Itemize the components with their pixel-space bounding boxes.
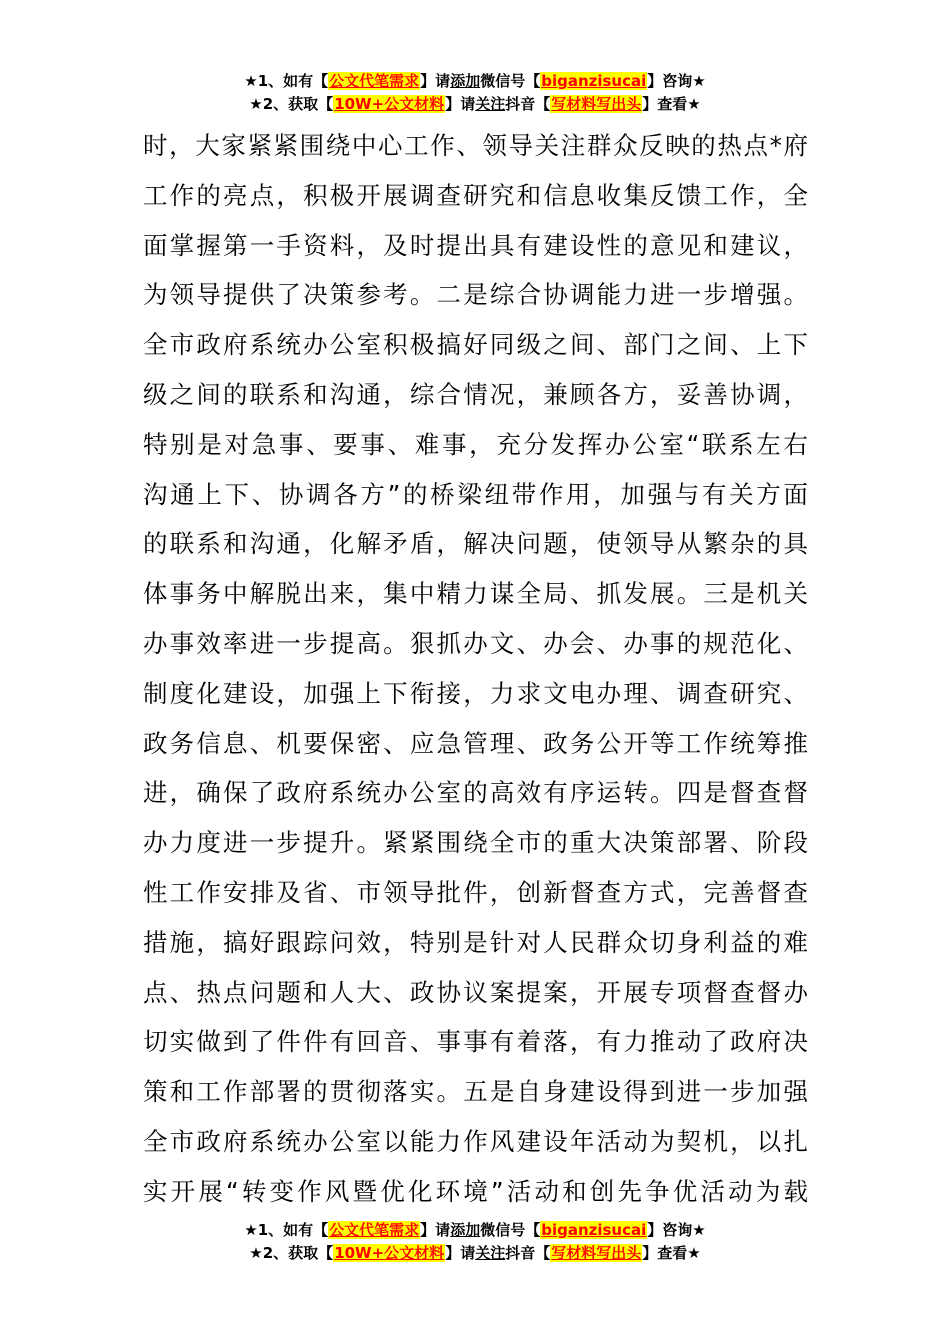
banner-text: 】查看★ xyxy=(642,1244,701,1262)
body-line: 体事务中解脱出来，集中精力谋全局、抓发展。三是机关 xyxy=(143,579,808,609)
highlight-materials: 10W+公文材料 xyxy=(334,1244,445,1262)
highlight-service: 公文代笔需求 xyxy=(329,72,420,90)
banner-text: 】请 xyxy=(445,95,476,113)
highlight-wechat-id: biganzisucai xyxy=(541,1221,647,1239)
body-line: 办力度进一步提升。紧紧围绕全市的重大决策部署、阶段 xyxy=(143,828,808,858)
header-banner xyxy=(0,70,950,116)
highlight-douyin: 写材料写出头 xyxy=(551,1244,642,1262)
banner-underlined-text: 关注 xyxy=(475,1244,506,1262)
banner-underlined-text: 关注 xyxy=(475,95,506,113)
banner-line-2 xyxy=(0,1242,950,1265)
body-line: 特别是对急事、要事、难事，充分发挥办公室“联系左右 xyxy=(143,429,808,459)
banner-line-2 xyxy=(0,93,950,116)
body-line: 面掌握第一手资料，及时提出具有建设性的意见和建议， xyxy=(143,230,808,260)
banner-text: ★1、如有【 xyxy=(244,1221,329,1239)
banner-text: 】请 xyxy=(420,1221,451,1239)
banner-underlined-text: 添加 xyxy=(450,1221,481,1239)
body-line: 切实做到了件件有回音、事事有着落，有力推动了政府决 xyxy=(143,1027,808,1057)
body-line: 实开展“转变作风暨优化环境”活动和创先争优活动为载 xyxy=(143,1176,808,1206)
body-line: 办事效率进一步提高。狠抓办文、办会、办事的规范化、 xyxy=(143,628,808,658)
banner-text: 抖音【 xyxy=(505,1244,551,1262)
banner-line-1 xyxy=(0,1219,950,1242)
body-line: 全市政府系统办公室积极搞好同级之间、部门之间、上下 xyxy=(143,330,808,360)
body-line: 时，大家紧紧围绕中心工作、领导关注群众反映的热点*府 xyxy=(143,131,808,160)
body-line: 全市政府系统办公室以能力作风建设年活动为契机，以扎 xyxy=(143,1126,808,1156)
body-line: 工作的亮点，积极开展调查研究和信息收集反馈工作，全 xyxy=(143,180,808,210)
banner-text: 】咨询★ xyxy=(647,72,706,90)
footer-banner xyxy=(0,1219,950,1265)
banner-text: ★2、获取【 xyxy=(249,95,334,113)
banner-line-1 xyxy=(0,70,950,93)
body-line: 政务信息、机要保密、应急管理、政务公开等工作统筹推 xyxy=(143,728,808,758)
body-line: 进，确保了政府系统办公室的高效有序运转。四是督查督 xyxy=(143,778,808,808)
banner-text: 微信号【 xyxy=(480,1221,541,1239)
banner-text: ★2、获取【 xyxy=(249,1244,334,1262)
banner-underlined-text: 添加 xyxy=(450,72,481,90)
body-line: 级之间的联系和沟通，综合情况，兼顾各方，妥善协调， xyxy=(143,379,808,409)
body-line: 性工作安排及省、市领导批件，创新督查方式，完善督查 xyxy=(143,877,808,907)
banner-text: 】请 xyxy=(445,1244,476,1262)
banner-text: 】咨询★ xyxy=(647,1221,706,1239)
body-line: 策和工作部署的贯彻落实。五是自身建设得到进一步加强 xyxy=(143,1077,808,1107)
banner-text: 】查看★ xyxy=(642,95,701,113)
banner-text: ★1、如有【 xyxy=(244,72,329,90)
banner-text: 微信号【 xyxy=(480,72,541,90)
body-line: 点、热点问题和人大、政协议案提案，开展专项督查督办 xyxy=(143,977,808,1007)
body-line: 的联系和沟通，化解矛盾，解决问题，使领导从繁杂的具 xyxy=(143,529,808,559)
document-body xyxy=(143,121,808,1217)
body-line: 制度化建设，加强上下衔接，力求文电办理、调查研究、 xyxy=(143,678,808,708)
banner-text: 抖音【 xyxy=(505,95,551,113)
highlight-service: 公文代笔需求 xyxy=(329,1221,420,1239)
highlight-douyin: 写材料写出头 xyxy=(551,95,642,113)
highlight-materials: 10W+公文材料 xyxy=(334,95,445,113)
body-line: 措施，搞好跟踪问效，特别是针对人民群众切身利益的难 xyxy=(143,927,808,957)
highlight-wechat-id: biganzisucai xyxy=(541,72,647,90)
banner-text: 】请 xyxy=(420,72,451,90)
body-line: 为领导提供了决策参考。二是综合协调能力进一步增强。 xyxy=(143,280,808,310)
body-line: 沟通上下、协调各方”的桥梁纽带作用，加强与有关方面 xyxy=(143,479,808,509)
